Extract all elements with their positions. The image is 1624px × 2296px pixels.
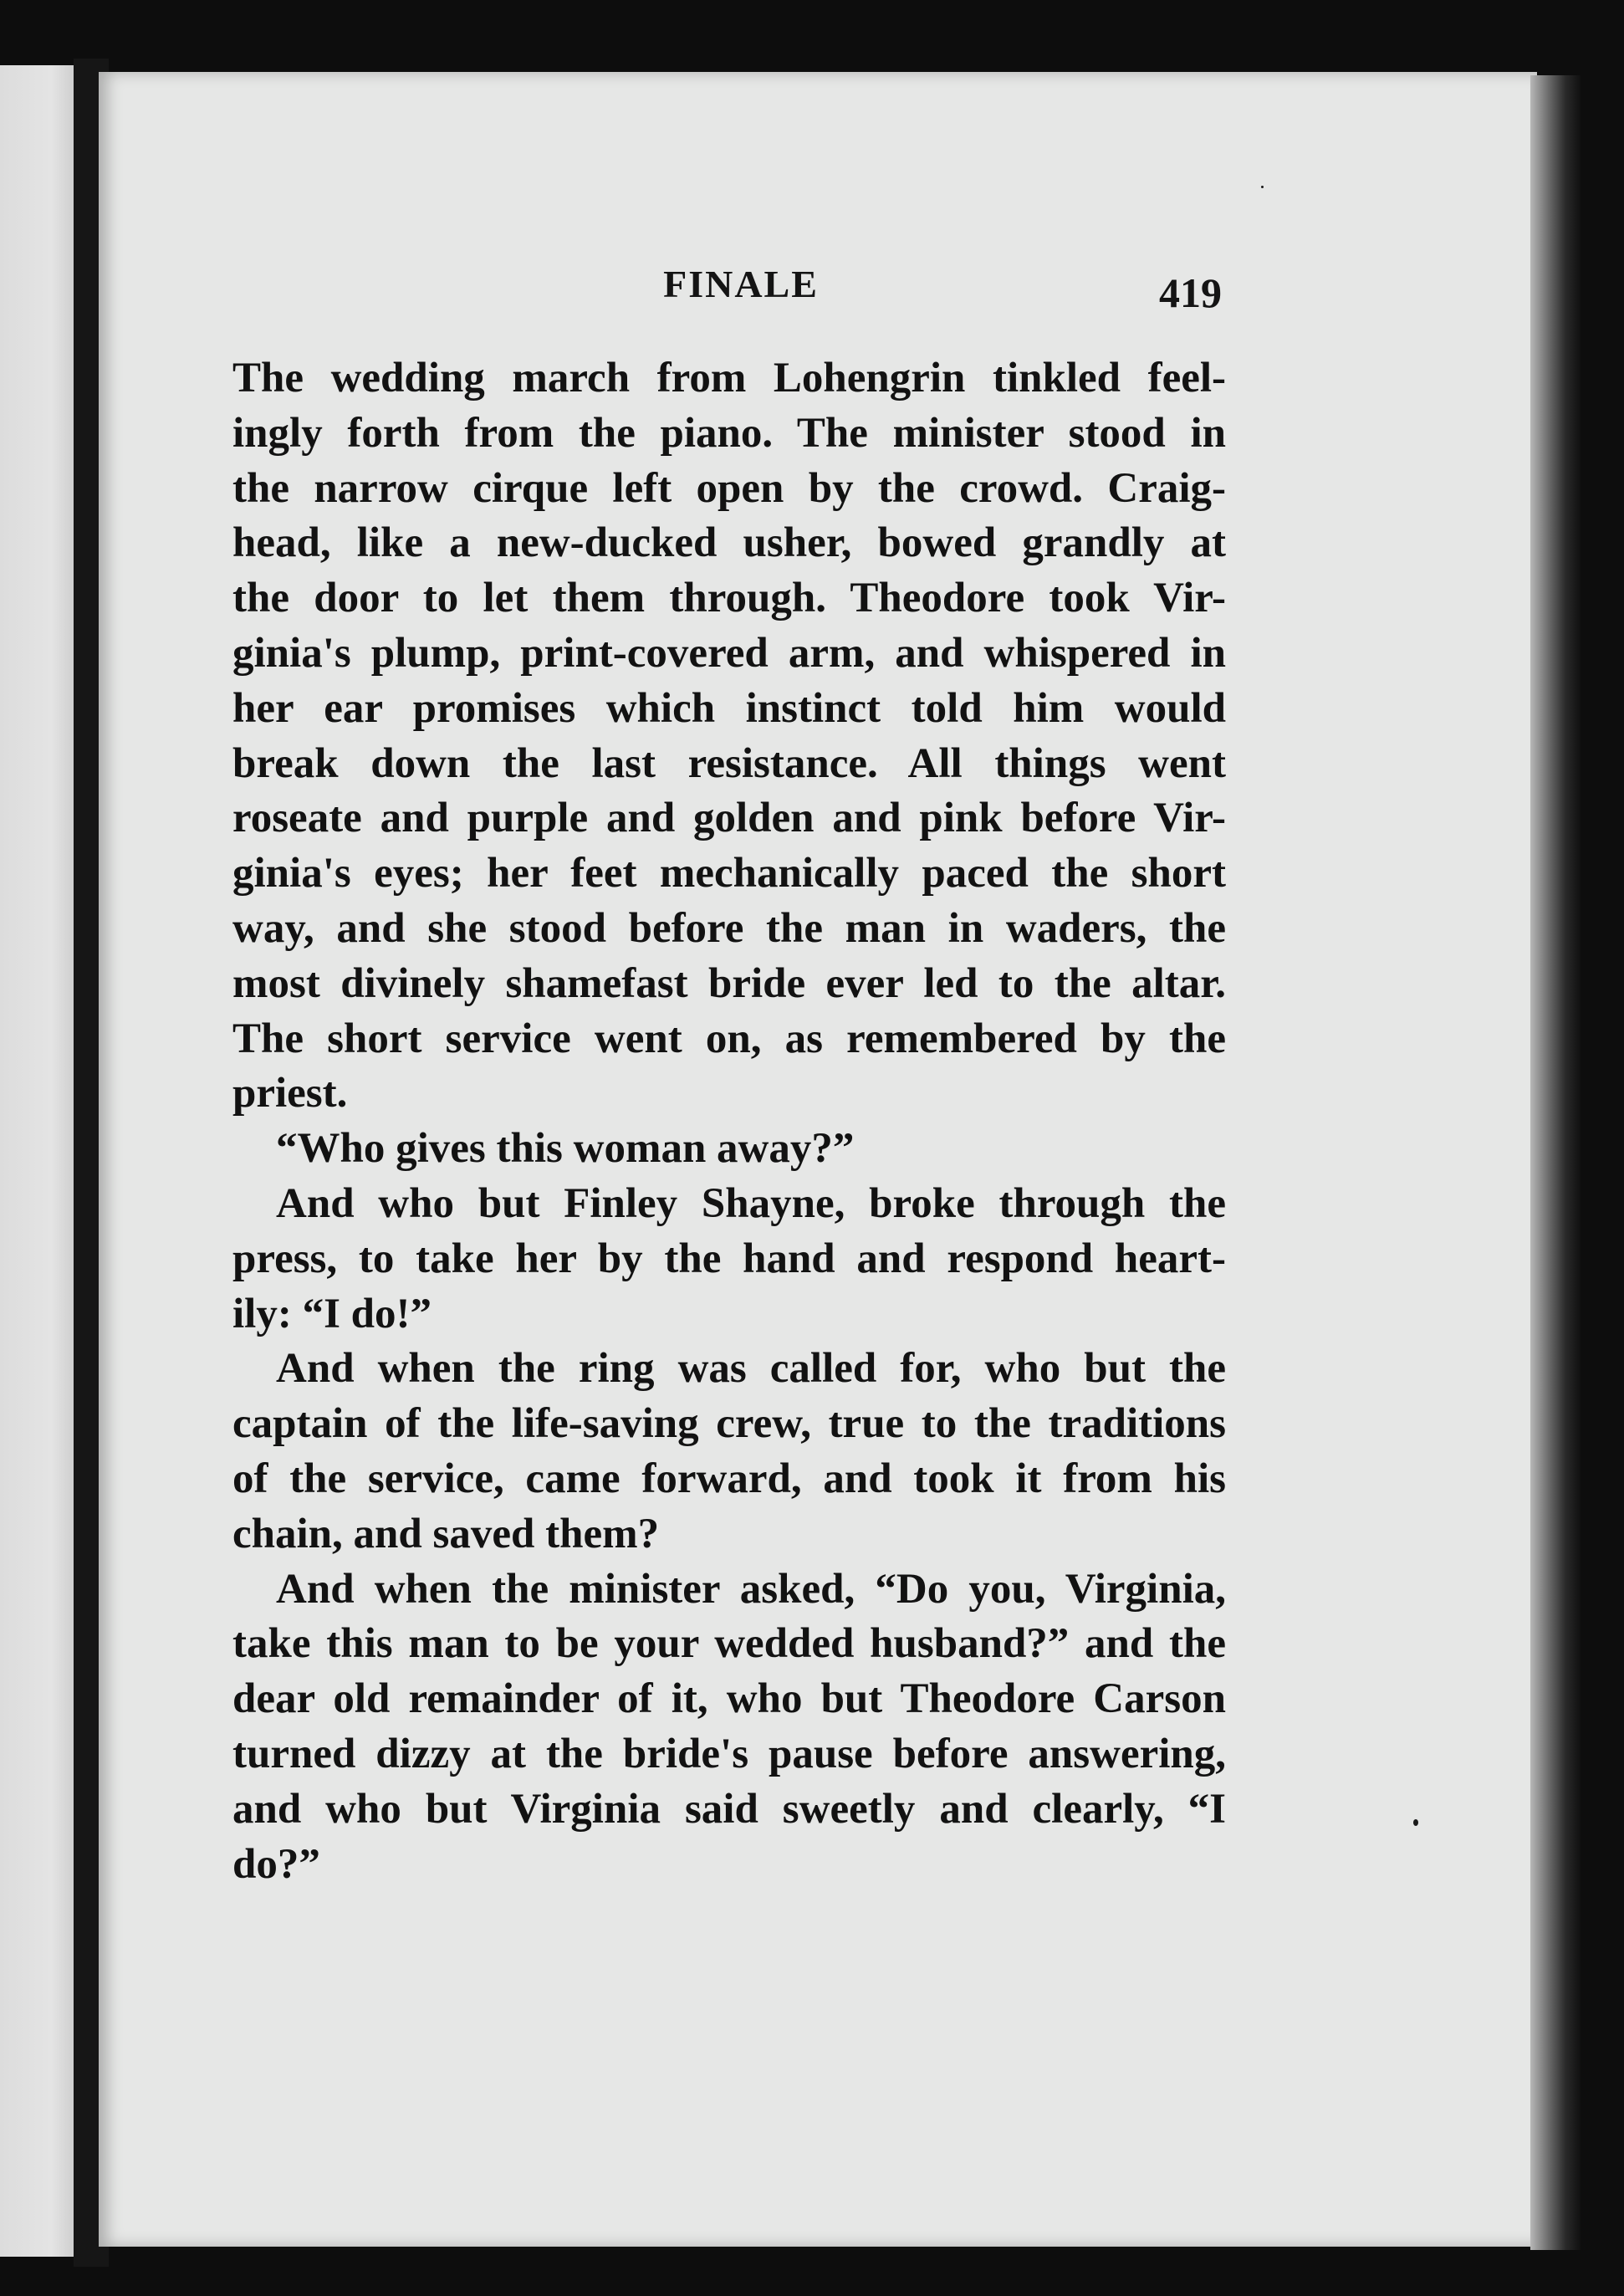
text-line: chain, and saved them?: [232, 1510, 660, 1557]
text-line: ginia's eyes; her feet mechanically paced the short: [232, 850, 1226, 897]
text-line: head, like a new-ducked usher, bowed grandly at: [232, 519, 1226, 567]
page-edge-shadow: [1530, 75, 1581, 2250]
text-line: take this man to be your wedded husband?” and the: [232, 1620, 1226, 1668]
running-head: FINALE: [663, 263, 819, 305]
scan-speck: [1261, 186, 1264, 188]
text-line: And when the minister asked, “Do you, Virginia,: [276, 1565, 1226, 1613]
text-line: way, and she stood before the man in waders, the: [232, 904, 1226, 952]
text-line: And when the ring was called for, who but the: [276, 1345, 1226, 1393]
previous-page-strip: [0, 65, 74, 2257]
text-line: roseate and purple and golden and pink before Vir-: [232, 795, 1226, 842]
text-line: captain of the life-saving crew, true to the traditions: [232, 1400, 1226, 1448]
text-line: ingly forth from the piano. The minister stood in: [232, 409, 1226, 457]
text-line: press, to take her by the hand and respond heart-: [232, 1235, 1226, 1282]
text-line: “Who gives this woman away?”: [276, 1125, 855, 1173]
text-line: turned dizzy at the bride's pause before answering,: [232, 1730, 1226, 1777]
text-line: the door to let them through. Theodore took Vir-: [232, 575, 1226, 622]
text-line: of the service, came forward, and took it from his: [232, 1455, 1226, 1502]
scan-speck: [1413, 1819, 1418, 1826]
page-number: 419: [1159, 269, 1222, 316]
text-line: her ear promises which instinct told him would: [232, 684, 1226, 732]
text-line: most divinely shamefast bride ever led to the altar.: [232, 959, 1226, 1007]
text-line: the narrow cirque left open by the crowd. Craig-: [232, 464, 1226, 512]
text-line: and who but Virginia said sweetly and clearly, “I: [232, 1785, 1226, 1833]
text-line: priest.: [232, 1070, 348, 1117]
text-line: ily: “I do!”: [232, 1290, 432, 1337]
text-line: break down the last resistance. All things went: [232, 739, 1226, 787]
text-line: The short service went on, as remembered by the: [232, 1015, 1226, 1062]
body-text: [232, 351, 1226, 1892]
text-line: ginia's plump, print-covered arm, and whispered in: [232, 629, 1226, 677]
text-line: dear old remainder of it, who but Theodore Carson: [232, 1675, 1226, 1723]
text-line: The wedding march from Lohengrin tinkled feel-: [232, 355, 1226, 401]
text-line: do?”: [232, 1840, 320, 1888]
text-line: And who but Finley Shayne, broke through the: [276, 1179, 1226, 1227]
